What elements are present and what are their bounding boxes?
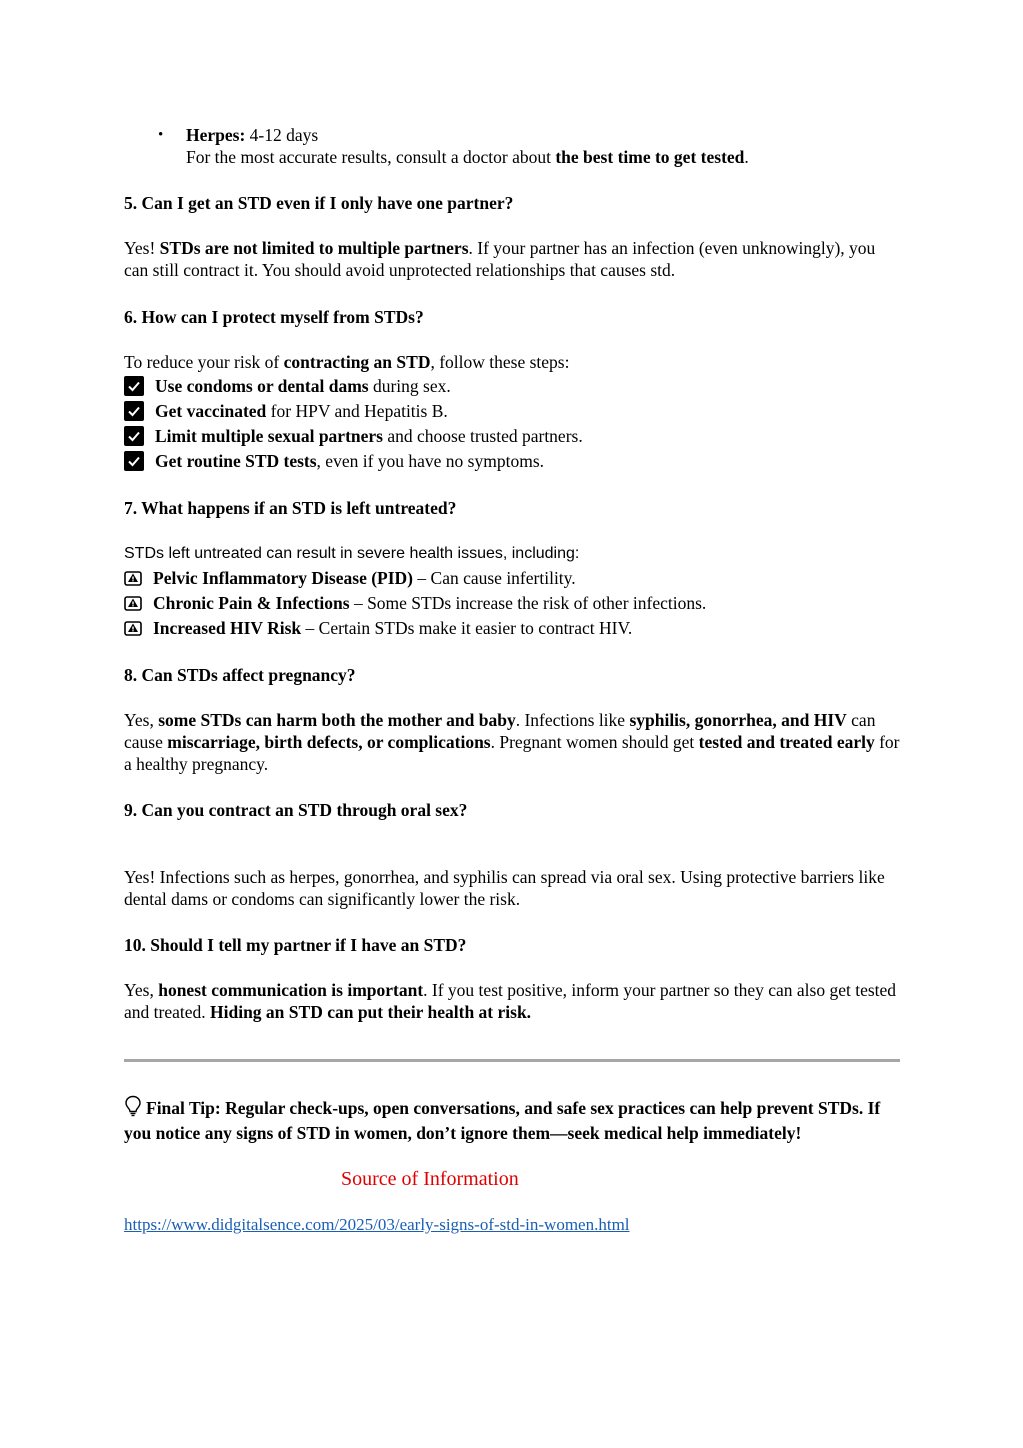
risk-item [124, 590, 900, 615]
bullet-dot-icon: • [158, 127, 164, 143]
risk-text [153, 592, 706, 614]
q10-bold-1: honest communication is important [158, 980, 424, 1000]
risk-item-bold: Increased HIV Risk [153, 617, 302, 638]
q6-intro-bold: contracting an STD [283, 352, 431, 372]
risk-item-bold: Pelvic Inflammatory Disease (PID) [153, 567, 414, 588]
q5-heading: 5. Can I get an STD even if I only have one partner? [124, 193, 514, 213]
q8-bold-3: miscarriage, birth defects, or complications [167, 732, 491, 752]
q5-answer-bold: STDs are not limited to multiple partners [159, 238, 469, 258]
check-box-icon [124, 401, 144, 421]
q6-heading: 6. How can I protect myself from STDs? [124, 307, 424, 327]
herpes-bullet [124, 124, 900, 168]
q9-answer: Yes! Infections such as herpes, gonorrhea, and syphilis can spread via oral sex. Using protective barriers like dental dams or condoms can significantly lower the risk. [124, 867, 885, 909]
q8-text-5: for a healthy pregnancy. [124, 732, 900, 774]
herpes-note-bold: the best time to get tested [555, 147, 745, 167]
check-box-icon [124, 376, 144, 396]
risk-item-rest: – Some STDs increase the risk of other infections. [349, 592, 707, 613]
q10-answer [124, 979, 900, 1023]
q8-text-3: can cause [124, 710, 876, 752]
checklist-text [155, 375, 451, 397]
herpes-value: 4-12 days [245, 125, 319, 145]
checklist-item-rest: during sex. [368, 375, 451, 396]
checklist-item-bold: Limit multiple sexual partners [155, 425, 383, 446]
risk-text [153, 567, 576, 589]
checklist-item [124, 423, 900, 448]
checklist-item-rest: for HPV and Hepatitis B. [266, 400, 448, 421]
risk-item-rest: – Certain STDs make it easier to contract HIV. [301, 617, 633, 638]
herpes-line [186, 124, 900, 146]
q7-heading: 7. What happens if an STD is left untreated? [124, 498, 457, 518]
risk-item-rest: – Can cause infertility. [413, 567, 576, 588]
risk-item-bold: Chronic Pain & Infections [153, 592, 350, 613]
checklist-item-bold: Get routine STD tests [155, 450, 317, 471]
q8-text-2: . Infections like [515, 710, 630, 730]
source-link[interactable]: https://www.didgitalsence.com/2025/03/early-signs-of-std-in-women.html [124, 1215, 630, 1234]
herpes-note-text: For the most accurate results, consult a doctor about [186, 147, 556, 167]
q10-text-2: . If you test positive, inform your partner so they can also get tested and treated. [124, 980, 897, 1022]
herpes-note [186, 146, 900, 168]
final-tip [124, 1095, 900, 1144]
checklist-text [155, 450, 544, 472]
q9-heading: 9. Can you contract an STD through oral sex? [124, 800, 468, 820]
risk-item [124, 615, 900, 640]
checklist-item-rest: and choose trusted partners. [382, 425, 583, 446]
risk-text [153, 617, 632, 639]
check-box-icon [124, 426, 144, 446]
herpes-note-end: . [744, 147, 749, 167]
q5-answer-start: Yes! [124, 238, 160, 258]
q6-intro-end: , follow these steps: [430, 352, 570, 372]
q6-checklist [124, 373, 900, 473]
q10-bold-2: Hiding an STD can put their health at risk. [210, 1002, 532, 1022]
q8-bold-4: tested and treated early [698, 732, 875, 752]
checklist-item-bold: Use condoms or dental dams [155, 375, 369, 396]
q8-text-4: . Pregnant women should get [490, 732, 699, 752]
q7-intro: STDs left untreated can result in severe health issues, including: [124, 545, 580, 562]
warning-sign-icon [124, 594, 142, 612]
q7-risk-list [124, 565, 900, 640]
herpes-label: Herpes: [186, 125, 246, 145]
checklist-text [155, 425, 583, 447]
warning-sign-icon [124, 569, 142, 587]
q8-bold-2: syphilis, gonorrhea, and HIV [629, 710, 847, 730]
source-heading: Source of Information [341, 1168, 519, 1190]
checklist-item [124, 398, 900, 423]
final-tip-text: Final Tip: Regular check-ups, open conversations, and safe sex practices can help prevent STDs. If you notice any signs of STD in women, don’t ignore them—seek medical help immediately! [124, 1098, 881, 1143]
q8-heading: 8. Can STDs affect pregnancy? [124, 665, 356, 685]
q5-answer-rest: . If your partner has an infection (even unknowingly), you can still contract it. You should avoid unprotected relationships that causes std. [124, 238, 876, 280]
q10-heading: 10. Should I tell my partner if I have an STD? [124, 935, 467, 955]
q6-intro [124, 351, 900, 373]
checklist-text [155, 400, 448, 422]
checklist-item-bold: Get vaccinated [155, 400, 267, 421]
document-page [124, 124, 900, 1236]
q8-answer [124, 709, 900, 775]
q8-bold-1: some STDs can harm both the mother and baby [158, 710, 516, 730]
q5-answer [124, 237, 900, 281]
risk-item [124, 565, 900, 590]
checklist-item [124, 448, 900, 473]
light-bulb-icon [124, 1095, 142, 1122]
warning-sign-icon [124, 619, 142, 637]
horizontal-divider [124, 1059, 900, 1062]
q8-text-1: Yes, [124, 710, 159, 730]
q6-intro-start: To reduce your risk of [124, 352, 284, 372]
check-box-icon [124, 451, 144, 471]
checklist-item [124, 373, 900, 398]
q10-text-1: Yes, [124, 980, 159, 1000]
checklist-item-rest: , even if you have no symptoms. [316, 450, 545, 471]
